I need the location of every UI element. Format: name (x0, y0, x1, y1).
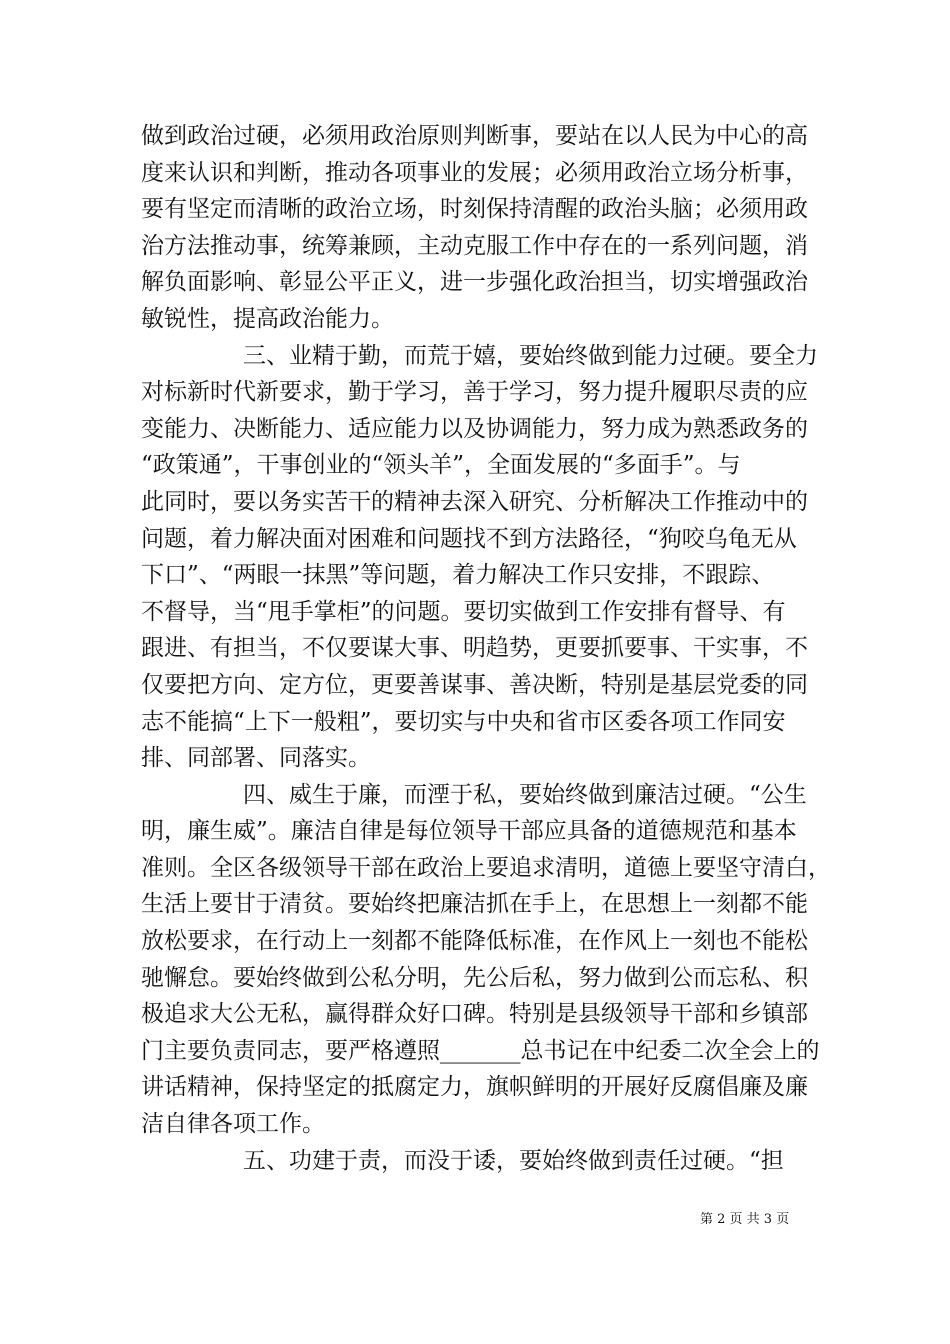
text-line: 准则。全区各级领导干部在政治上要追求清明，道德上要坚守清白， (141, 854, 831, 881)
page-number: 第 2 页 共 3 页 (700, 1212, 790, 1227)
text-line: 明，廉生威”。廉洁自律是每位领导干部应具备的道德规范和基本 (141, 818, 797, 845)
text-line: 敏锐性，提高政治能力。 (141, 305, 394, 332)
text-line: 洁自律各项工作。 (141, 1111, 325, 1138)
text-line: 此同时，要以务实苦干的精神去深入研究、分析解决工作推动中的 (141, 488, 808, 515)
text-line: 下口”、“两眼一抹黑”等问题，着力解决工作只安排，不跟踪、 (141, 562, 775, 589)
text-line: “政策通”，干事创业的“领头羊”，全面发展的“多面手”。与 (141, 452, 741, 479)
text-line: 门主要负责同志，要严格遵照_______总书记在中纪委二次全会上的 (141, 1037, 820, 1064)
text-line: 排、同部署、同落实。 (141, 745, 371, 772)
text-line: 做到政治过硬，必须用政治原则判断事，要站在以人民为中心的高 (141, 123, 808, 149)
text-line: 生活上要甘于清贫。要始终把廉洁抓在手上，在思想上一刻都不能 (141, 891, 808, 918)
text-line: 要有坚定而清晰的政治立场，时刻保持清醒的政治头脑；必须用政 (141, 196, 808, 223)
text-line: 讲话精神，保持坚定的抵腐定力，旗帜鲜明的开展好反腐倡廉及廉 (141, 1074, 808, 1101)
section-heading-line: 三、业精于勤，而荒于嬉，要始终做到能力过硬。要全力 (243, 342, 818, 369)
text-line: 放松要求，在行动上一刻都不能降低标准，在作风上一刻也不能松 (141, 928, 808, 955)
text-line: 仅要把方向、定方位，更要善谋事、善决断，特别是基层党委的同 (141, 671, 808, 698)
body-text (141, 118, 831, 1179)
section-heading-line: 五、功建于责，而没于诿，要始终做到责任过硬。“担 (243, 1147, 784, 1174)
text-line: 解负面影响、彰显公平正义，进一步强化政治担当，切实增强政治 (141, 269, 808, 296)
text-line: 驰懈怠。要始终做到公私分明，先公后私，努力做到公而忘私、积 (141, 964, 808, 991)
text-line: 变能力、决断能力、适应能力以及协调能力，努力成为熟悉政务的 (141, 415, 808, 442)
text-line: 问题，着力解决面对困难和问题找不到方法路径，“狗咬乌龟无从 (141, 525, 797, 552)
text-line: 对标新时代新要求，勤于学习，善于学习，努力提升履职尽责的应 (141, 379, 808, 406)
text-line: 度来认识和判断，推动各项事业的发展；必须用政治立场分析事， (141, 159, 808, 186)
text-line: 跟进、有担当，不仅要谋大事、明趋势，更要抓要事、干实事，不 (141, 635, 808, 662)
text-line: 治方法推动事，统筹兼顾，主动克服工作中存在的一系列问题，消 (141, 232, 808, 259)
text-line: 志不能搞“上下一般粗”，要切实与中央和省市区委各项工作同安 (141, 708, 786, 735)
text-line: 不督导，当“甩手掌柜”的问题。要切实做到工作安排有督导、有 (141, 598, 786, 625)
section-heading-line: 四、威生于廉，而湮于私，要始终做到廉洁过硬。“公生 (243, 781, 807, 808)
text-line: 极追求大公无私，赢得群众好口碑。特别是县级领导干部和乡镇部 (141, 1001, 808, 1028)
